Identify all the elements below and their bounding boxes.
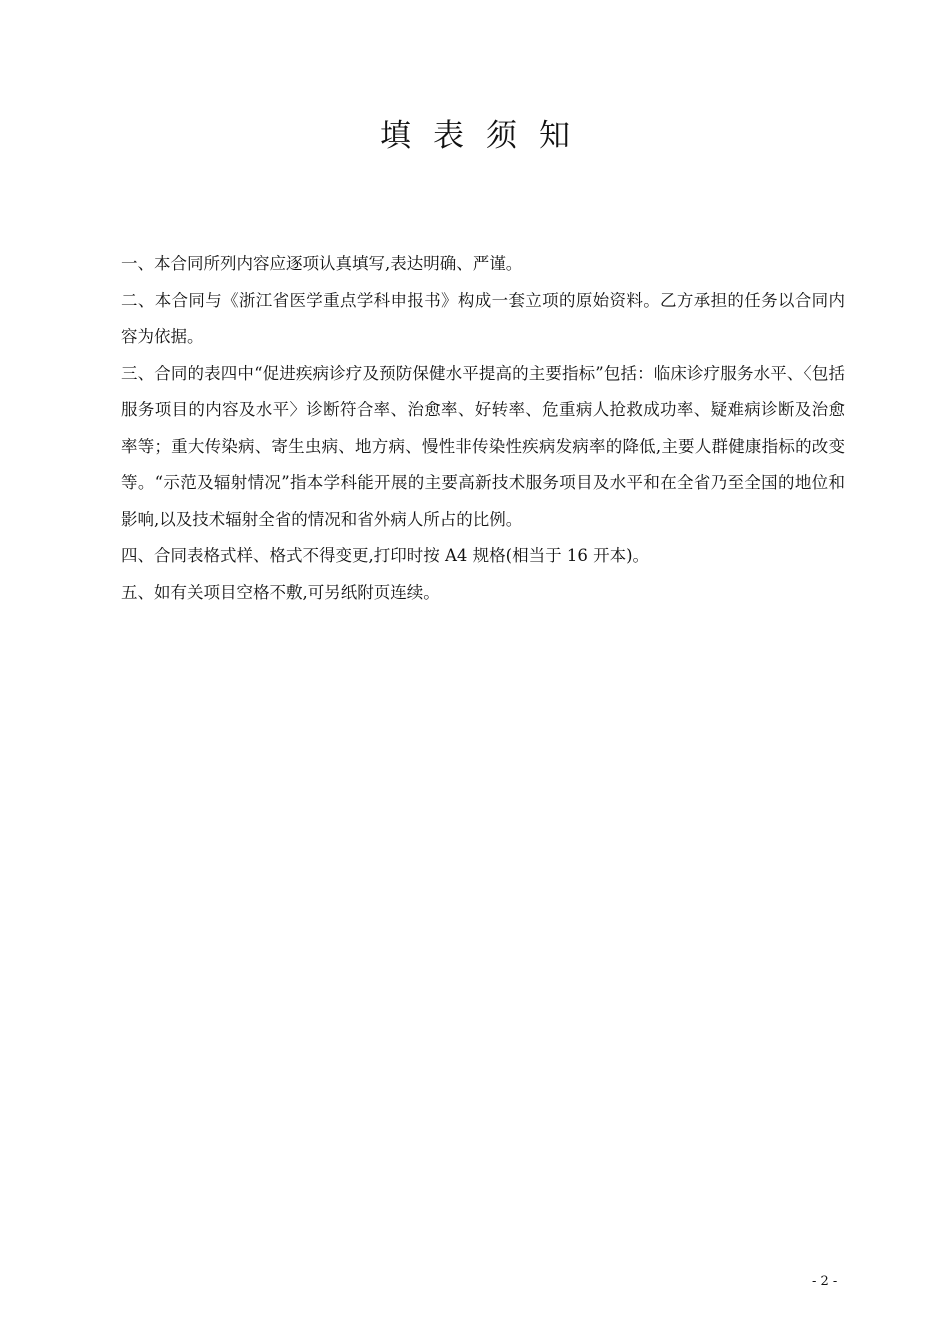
- instruction-item-1: 一、本合同所列内容应逐项认真填写,表达明确、严谨。: [121, 254, 523, 273]
- instructions-body: [121, 246, 845, 611]
- instruction-item-2: 二、本合同与《浙江省医学重点学科申报书》构成一套立项的原始资料。乙方承担的任务以合同内容为依据。: [121, 290, 845, 346]
- page-number: - 2 -: [812, 1274, 838, 1289]
- instruction-item-3: 三、合同的表四中“促进疾病诊疗及预防保健水平提高的主要指标”包括：临床诊疗服务水平、〈包括服务项目的内容及水平〉诊断符合率、治愈率、好转率、危重病人抢救成功率、疑难病诊断及治愈率等；重大传染病、寄生虫病、地方病、慢性非传染性疾病发病率的降低,主要人群健康指标的改变等。“示范及辐射情况”指本学科能开展的主要高新技术服务项目及水平和在全省乃至全国的地位和影响,以及技术辐射全省的情况和省外病人所占的比例。: [121, 363, 845, 529]
- instruction-item-5: 五、如有关项目空格不敷,可另纸附页连续。: [121, 582, 440, 602]
- page-title: 填表须知: [380, 118, 592, 154]
- instruction-item-4: 四、合同表格式样、格式不得变更,打印时按 A4 规格(相当于 16 开本)。: [121, 546, 650, 565]
